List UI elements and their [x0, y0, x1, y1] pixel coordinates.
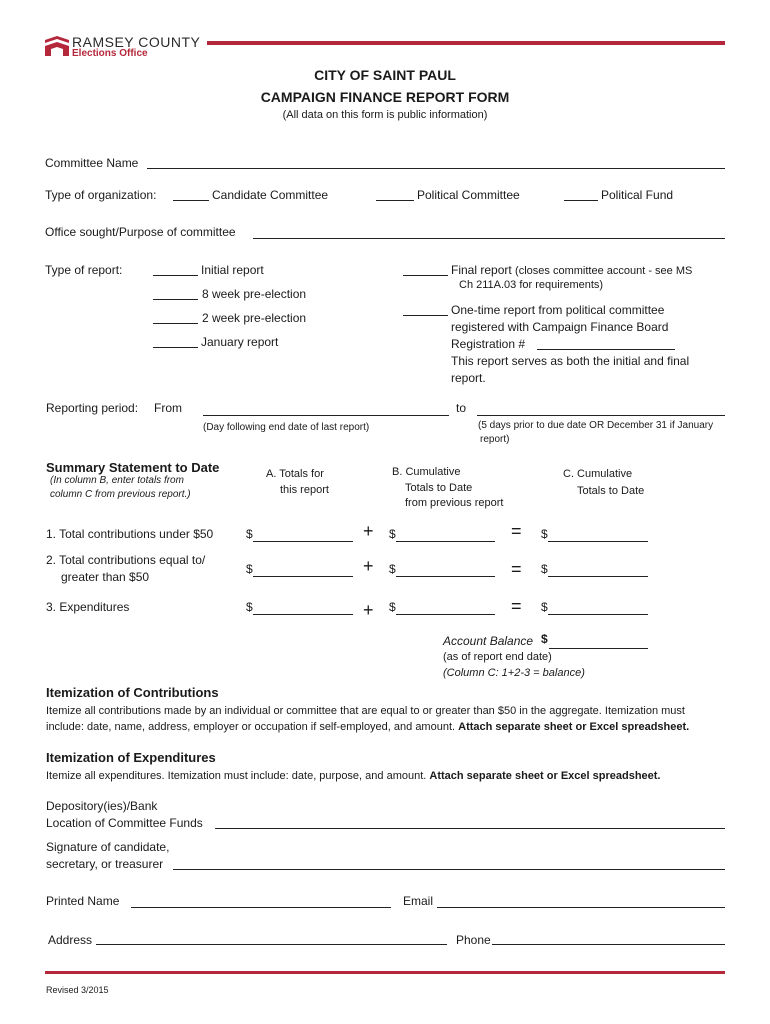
- expenditures-attach-note: Attach separate sheet or Excel spreadsheet.: [429, 770, 661, 782]
- row-contributions-under-50: 1. Total contributions under $50: [46, 527, 214, 541]
- depository-label: Depository(ies)/Bank: [46, 799, 158, 813]
- column-a-header: A. Totals for: [266, 468, 324, 480]
- eight-week-label: 8 week pre-election: [202, 287, 307, 301]
- column-b-header: B. Cumulative: [392, 466, 461, 478]
- row1-col-c-field[interactable]: [548, 541, 648, 542]
- row2-equals: =: [511, 559, 522, 579]
- row2-col-b-field[interactable]: [396, 576, 495, 577]
- committee-name-field[interactable]: [147, 168, 725, 169]
- form-title: CAMPAIGN FINANCE REPORT FORM: [260, 89, 510, 105]
- political-committee-label: Political Committee: [417, 188, 520, 202]
- balance-note-2: (Column C: 1+2-3 = balance): [443, 667, 585, 679]
- row1-c-dollar: $: [541, 527, 548, 541]
- form-title-city: CITY OF SAINT PAUL: [314, 67, 456, 83]
- summary-note-2: column C from previous report.): [50, 489, 191, 500]
- column-c-header: C. Cumulative: [563, 468, 633, 480]
- phone-label: Phone: [456, 933, 491, 947]
- committee-name-label: Committee Name: [45, 156, 139, 170]
- email-label: Email: [403, 894, 434, 908]
- row3-plus: +: [363, 600, 374, 620]
- row3-equals: =: [511, 596, 522, 616]
- row3-c-dollar: $: [541, 600, 548, 614]
- balance-dollar: $: [541, 632, 548, 646]
- row2-b-dollar: $: [389, 562, 396, 576]
- row-expenditures: 3. Expenditures: [46, 600, 130, 614]
- final-report-note: (closes committee account - see MS: [515, 265, 693, 277]
- contributions-title: Itemization of Contributions: [46, 685, 219, 700]
- logo-name: RAMSEY COUNTY: [72, 34, 201, 50]
- office-sought-label: Office sought/Purpose of committee: [45, 225, 236, 239]
- report-type-label: Type of report:: [45, 263, 123, 277]
- column-b-header-3: from previous report: [405, 497, 504, 509]
- expenditures-text: Itemize all expenditures. Itemization must include: date, purpose, and amount. Attach separate sheet or Excel spreadsheet.: [46, 770, 661, 782]
- row3-a-dollar: $: [246, 600, 253, 614]
- printed-name-field[interactable]: [131, 907, 391, 908]
- period-from-field[interactable]: [203, 415, 449, 416]
- org-type-label: Type of organization:: [45, 188, 157, 202]
- signature-field[interactable]: [173, 869, 725, 870]
- form-subtitle: (All data on this form is public information): [282, 109, 488, 121]
- contributions-text-2: include: date, name, address, employer or occupation if self-employed, and amount. Attach separate sheet or Excel spreadsheet.: [46, 721, 690, 733]
- period-from-label: From: [154, 401, 182, 415]
- two-week-check[interactable]: [153, 323, 198, 324]
- candidate-committee-label: Candidate Committee: [212, 188, 329, 202]
- row2-col-c-field[interactable]: [548, 576, 648, 577]
- final-report-check[interactable]: [403, 275, 448, 276]
- footer-rule: [45, 971, 725, 974]
- period-to-note-2: report): [480, 434, 510, 445]
- column-a-header-2: this report: [280, 484, 329, 496]
- row1-col-b-field[interactable]: [396, 541, 495, 542]
- reporting-period-label: Reporting period:: [46, 401, 139, 415]
- row2-col-a-field[interactable]: [253, 576, 353, 577]
- balance-note: (as of report end date): [443, 651, 552, 663]
- period-to-field[interactable]: [477, 415, 725, 416]
- row3-col-c-field[interactable]: [548, 614, 648, 615]
- period-to-note: (5 days prior to due date OR December 31 if January: [478, 420, 714, 431]
- onetime-report-line4: This report serves as both the initial and final: [451, 354, 690, 368]
- onetime-report-line5: report.: [451, 371, 486, 385]
- address-field[interactable]: [96, 944, 447, 945]
- two-week-label: 2 week pre-election: [202, 311, 307, 325]
- row2-a-dollar: $: [246, 562, 253, 576]
- political-committee-check[interactable]: [376, 200, 414, 201]
- depository-field[interactable]: [215, 828, 725, 829]
- onetime-report-line2: registered with Campaign Finance Board: [451, 320, 669, 334]
- registration-number-field[interactable]: [537, 349, 675, 350]
- ramsey-county-logo-icon: [45, 36, 69, 56]
- initial-report-label: Initial report: [201, 263, 264, 277]
- initial-report-check[interactable]: [153, 275, 198, 276]
- summary-note: (In column B, enter totals from: [50, 475, 184, 486]
- column-b-header-2: Totals to Date: [405, 482, 473, 494]
- registration-label: Registration #: [451, 337, 526, 351]
- row1-b-dollar: $: [389, 527, 396, 541]
- row1-col-a-field[interactable]: [253, 541, 353, 542]
- eight-week-check[interactable]: [153, 299, 198, 300]
- logo-subtitle: Elections Office: [72, 48, 148, 59]
- signature-label: Signature of candidate,: [46, 840, 170, 854]
- row3-b-dollar: $: [389, 600, 396, 614]
- office-sought-field[interactable]: [253, 238, 725, 239]
- row3-col-b-field[interactable]: [396, 614, 495, 615]
- header-rule: [207, 41, 725, 45]
- printed-name-label: Printed Name: [46, 894, 120, 908]
- final-report-label: Final report (closes committee account - see MS: [451, 263, 693, 277]
- phone-field[interactable]: [492, 944, 725, 945]
- political-fund-label: Political Fund: [601, 188, 674, 202]
- row2-plus: +: [363, 556, 374, 576]
- final-report-note-2: Ch 211A.03 for requirements): [459, 279, 604, 291]
- summary-title: Summary Statement to Date: [46, 460, 220, 475]
- political-fund-check[interactable]: [564, 200, 598, 201]
- contributions-text: Itemize all contributions made by an individual or committee that are equal to or greater than $50 in the aggregate. Itemization must: [46, 705, 685, 717]
- revision-date: Revised 3/2015: [46, 985, 109, 995]
- contributions-attach-note: Attach separate sheet or Excel spreadsheet.: [458, 721, 690, 733]
- depository-label-2: Location of Committee Funds: [46, 816, 203, 830]
- january-report-check[interactable]: [153, 347, 198, 348]
- onetime-report-label: One-time report from political committee: [451, 303, 665, 317]
- candidate-committee-check[interactable]: [173, 200, 209, 201]
- signature-label-2: secretary, or treasurer: [46, 857, 164, 871]
- account-balance-label: Account Balance: [443, 634, 534, 648]
- row1-equals: =: [511, 521, 522, 541]
- period-from-note: (Day following end date of last report): [203, 422, 370, 433]
- address-label: Address: [48, 933, 93, 947]
- period-to-label: to: [456, 401, 467, 415]
- expenditures-title: Itemization of Expenditures: [46, 750, 216, 765]
- row-contributions-50-plus: 2. Total contributions equal to/: [46, 553, 206, 567]
- email-field[interactable]: [437, 907, 725, 908]
- row1-a-dollar: $: [246, 527, 253, 541]
- row3-col-a-field[interactable]: [253, 614, 353, 615]
- row2-c-dollar: $: [541, 562, 548, 576]
- row-contributions-50-plus-2: greater than $50: [61, 570, 150, 584]
- onetime-report-check[interactable]: [403, 315, 448, 316]
- column-c-header-2: Totals to Date: [577, 485, 645, 497]
- account-balance-field[interactable]: [549, 648, 648, 649]
- row1-plus: +: [363, 521, 374, 541]
- january-report-label: January report: [201, 335, 279, 349]
